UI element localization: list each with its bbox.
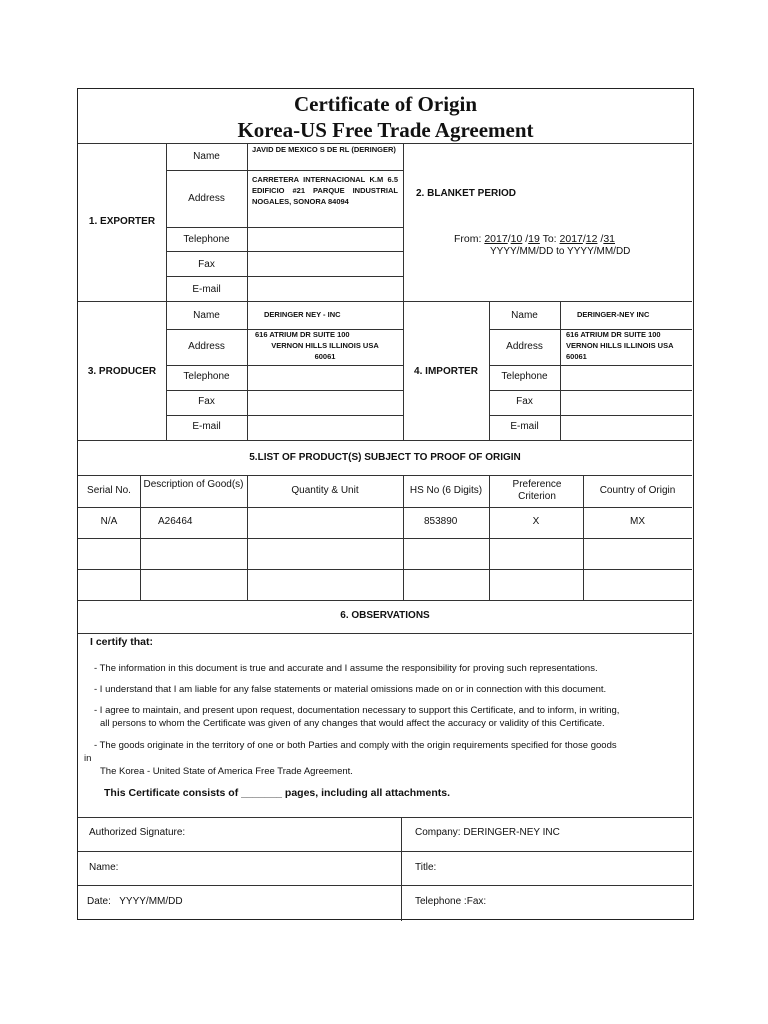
row1-preference: X [532, 516, 540, 527]
producer-email-label: E-mail [192, 421, 221, 432]
producer-name-label: Name [193, 310, 220, 321]
certify-bullet-4a: - The goods originate in the territory of one or both Parties and comply with the origin requirements specified for those goods [94, 740, 617, 751]
pages-statement: This Certificate consists of _______ pages, including all attachments. [104, 787, 451, 799]
importer-address-value: 616 ATRIUM DR SUITE 100 VERNON HILLS ILLINOIS USA 60061 [566, 330, 674, 361]
col-header-country: Country of Origin [599, 485, 676, 496]
producer-telephone-label: Telephone [183, 371, 230, 382]
exporter-fax-label: Fax [198, 259, 215, 270]
col-header-preference: Preference Criterion [512, 479, 562, 502]
producer-address-label: Address [188, 341, 225, 352]
row1-country: MX [630, 516, 645, 527]
col-header-quantity: Quantity & Unit [291, 485, 359, 496]
blanket-period-label: 2. BLANKET PERIOD [416, 188, 517, 199]
certificate-document [77, 88, 694, 920]
exporter-name-value: JAVID DE MEXICO S DE RL (DERINGER) [252, 145, 396, 154]
exporter-section-label: 1. EXPORTER [88, 216, 156, 227]
title-line-2: Korea-US Free Trade Agreement [237, 118, 534, 142]
col-header-description: Description of Good(s) [143, 479, 244, 490]
row1-hs-no: 853890 [424, 516, 458, 527]
importer-telephone-label: Telephone [501, 371, 548, 382]
exporter-address-label: Address [188, 193, 225, 204]
producer-fax-label: Fax [198, 396, 215, 407]
exporter-telephone-label: Telephone [183, 234, 230, 245]
date-field: Date: YYYY/MM/DD [87, 896, 183, 907]
importer-section-label: 4. IMPORTER [414, 366, 478, 377]
observations-heading: 6. OBSERVATIONS [340, 610, 430, 621]
col-header-serial: Serial No. [87, 485, 131, 496]
certify-bullet-1: - The information in this document is true and accurate and I assume the responsibility for proving such representations. [94, 663, 598, 674]
blanket-period-format: YYYY/MM/DD to YYYY/MM/DD [490, 246, 631, 257]
col-header-hs-no: HS No (6 Digits) [409, 485, 483, 496]
certify-bullet-2: - I understand that I am liable for any false statements or material omissions made on or in connection with this document. [94, 684, 607, 695]
signer-title-label: Title: [415, 862, 437, 873]
exporter-address-value: CARRETERA INTERNACIONAL K.M 6.5 EDIFICIO #21 PARQUE INDUSTRIAL NOGALES, SONORA 84094 [252, 175, 398, 206]
row1-serial: N/A [100, 516, 118, 527]
row1-description: A26464 [158, 516, 193, 527]
certify-label: I certify that: [90, 636, 154, 648]
products-heading: 5.LIST OF PRODUCT(S) SUBJECT TO PROOF OF ORIGIN [249, 452, 521, 463]
certify-bullet-3a: - I agree to maintain, and present upon request, documentation necessary to support this Certificate, and to inform, in writing, [94, 705, 620, 716]
producer-name-value: DERINGER NEY - INC [264, 310, 341, 319]
certify-bullet-4b: in [84, 753, 92, 764]
importer-name-label: Name [511, 310, 538, 321]
importer-email-label: E-mail [510, 421, 539, 432]
certify-bullet-3b: all persons to whom the Certificate was given of any changes that would affect the accuracy or validity of this Certificate. [100, 718, 605, 729]
importer-fax-label: Fax [516, 396, 533, 407]
company-label: Company: DERINGER-NEY INC [415, 827, 560, 838]
blanket-period-dates: From: 2017/10 /19 To: 2017/12 /31 [454, 233, 616, 245]
exporter-email-label: E-mail [192, 284, 221, 295]
producer-section-label: 3. PRODUCER [87, 366, 157, 377]
certify-bullet-4c: The Korea - United State of America Free Trade Agreement. [100, 766, 353, 777]
importer-name-value: DERINGER-NEY INC [577, 310, 650, 319]
exporter-name-label: Name [193, 151, 220, 162]
telephone-fax-label: Telephone :Fax: [415, 896, 487, 907]
producer-address-value: 616 ATRIUM DR SUITE 100 VERNON HILLS ILLINOIS USA 60061 [255, 330, 379, 361]
authorized-signature-label: Authorized Signature: [89, 827, 186, 838]
importer-address-label: Address [506, 341, 543, 352]
title-line-1: Certificate of Origin [293, 92, 478, 116]
signer-name-label: Name: [89, 862, 119, 873]
